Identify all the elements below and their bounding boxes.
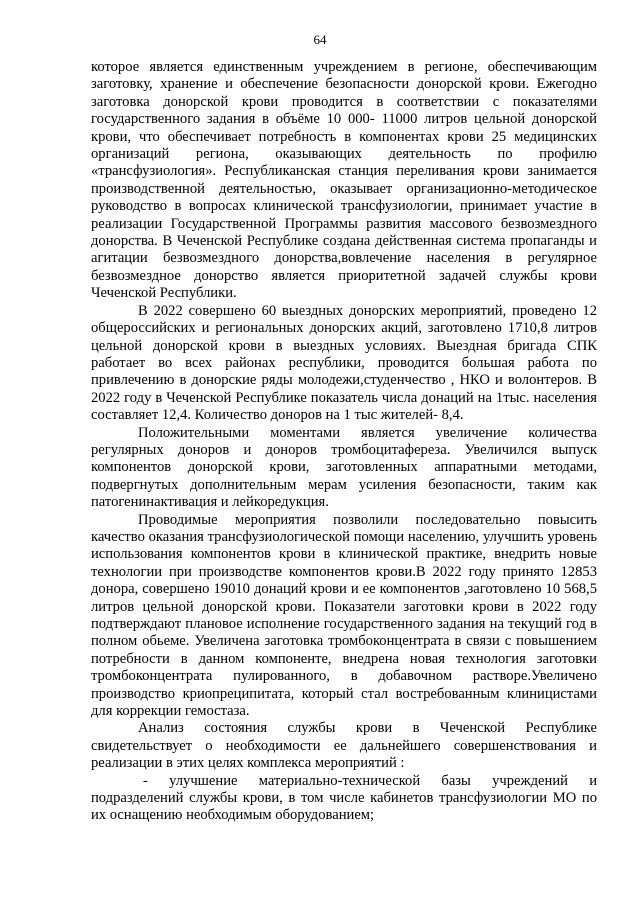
document-body [91,59,597,825]
page-number: 64 [313,32,327,47]
paragraph-analysis: Анализ состояния службы крови в Чеченской Республике свидетельствует о необходимости ее дальнейшего совершенствования и реализации в этих целях комплекса мероприятий : [91,720,597,772]
list-item-material-base: - улучшение материально-технической базы учреждений и подразделений службы крови, в том числе кабинетов трансфузиологии МО по их оснащению необходимым оборудованием; [91,772,597,824]
paragraph-positive-aspects: Положительными моментами является увеличение количества регулярных доноров и доноров тромбоцитафереза. Увеличился выпуск компонентов донорской крови, заготовленных аппаратными методами, подвергнутых дополнительным мерам усиления безопасности, таким как патогенинактивация и лейкоредукция. [91,424,597,511]
paragraph-2022-mobile-events: В 2022 совершено 60 выездных донорских мероприятий, проведено 12 общероссийских и региональных донорских акций, заготовлено 1710,8 литров цельной донорской крови в выездных условиях. Выездная бригада СПК работает во всех районах республики, проводится большая работа по привлечению в донорские ряды молодежи,студенчество , НКО и волонтеров. В 2022 году в Чеченской Республике показатель числа донаций на 1тыс. населения составляет 12,4. Количество доноров на 1 тыс жителей- 8,4. [91,302,597,424]
paragraph-blood-station-role: которое является единственным учреждением в регионе, обеспечивающим заготовку, хранение и обеспечение безопасности донорской крови. Ежегодно заготовка донорской крови проводится в соответствии с показателями государственного задания в объёме 10 000- 11000 литров цельной донорской крови, что обеспечивает потребность в компонентах крови 25 медицинских организаций региона, оказывающих деятельность по профилю «трансфузиология». Республиканская станция переливания крови занимается производственной деятельностью, оказывает организационно-методическое руководство в вопросах клинической трансфузиологии, принимает участие в реализации Государственной Программы развития массового безвозмездного донорства. В Чеченской Республике создана действенная система пропаганды и агитации безвозмездного донорства,вовлечение населения в регулярное безвозмездное донорство является приоритетной задачей службы крови Чеченской Республики. [91,59,597,302]
paragraph-measures-results: Проводимые мероприятия позволили последовательно повысить качество оказания трансфузиологической помощи населению, улучшить уровень использования компонентов крови в клинической практике, внедрить новые технологии при производстве компонентов крови.В 2022 году принято 12853 донора, совершено 19010 донаций крови и ее компонентов ,заготовлено 10 568,5 литров цельной донорской крови. Показатели заготовки крови в 2022 году подтверждают плановое исполнение государственного задания на текущий год в полном обьеме. Увеличена заготовка тромбоконцентрата в связи с повышением потребности в данном компоненте, внедрена новая технология заготовки тромбоконцентрата пулированного, в добавочном растворе.Увеличено производство криопреципитата, который стал востребованным клиницистами для коррекции гемостаза. [91,511,597,720]
